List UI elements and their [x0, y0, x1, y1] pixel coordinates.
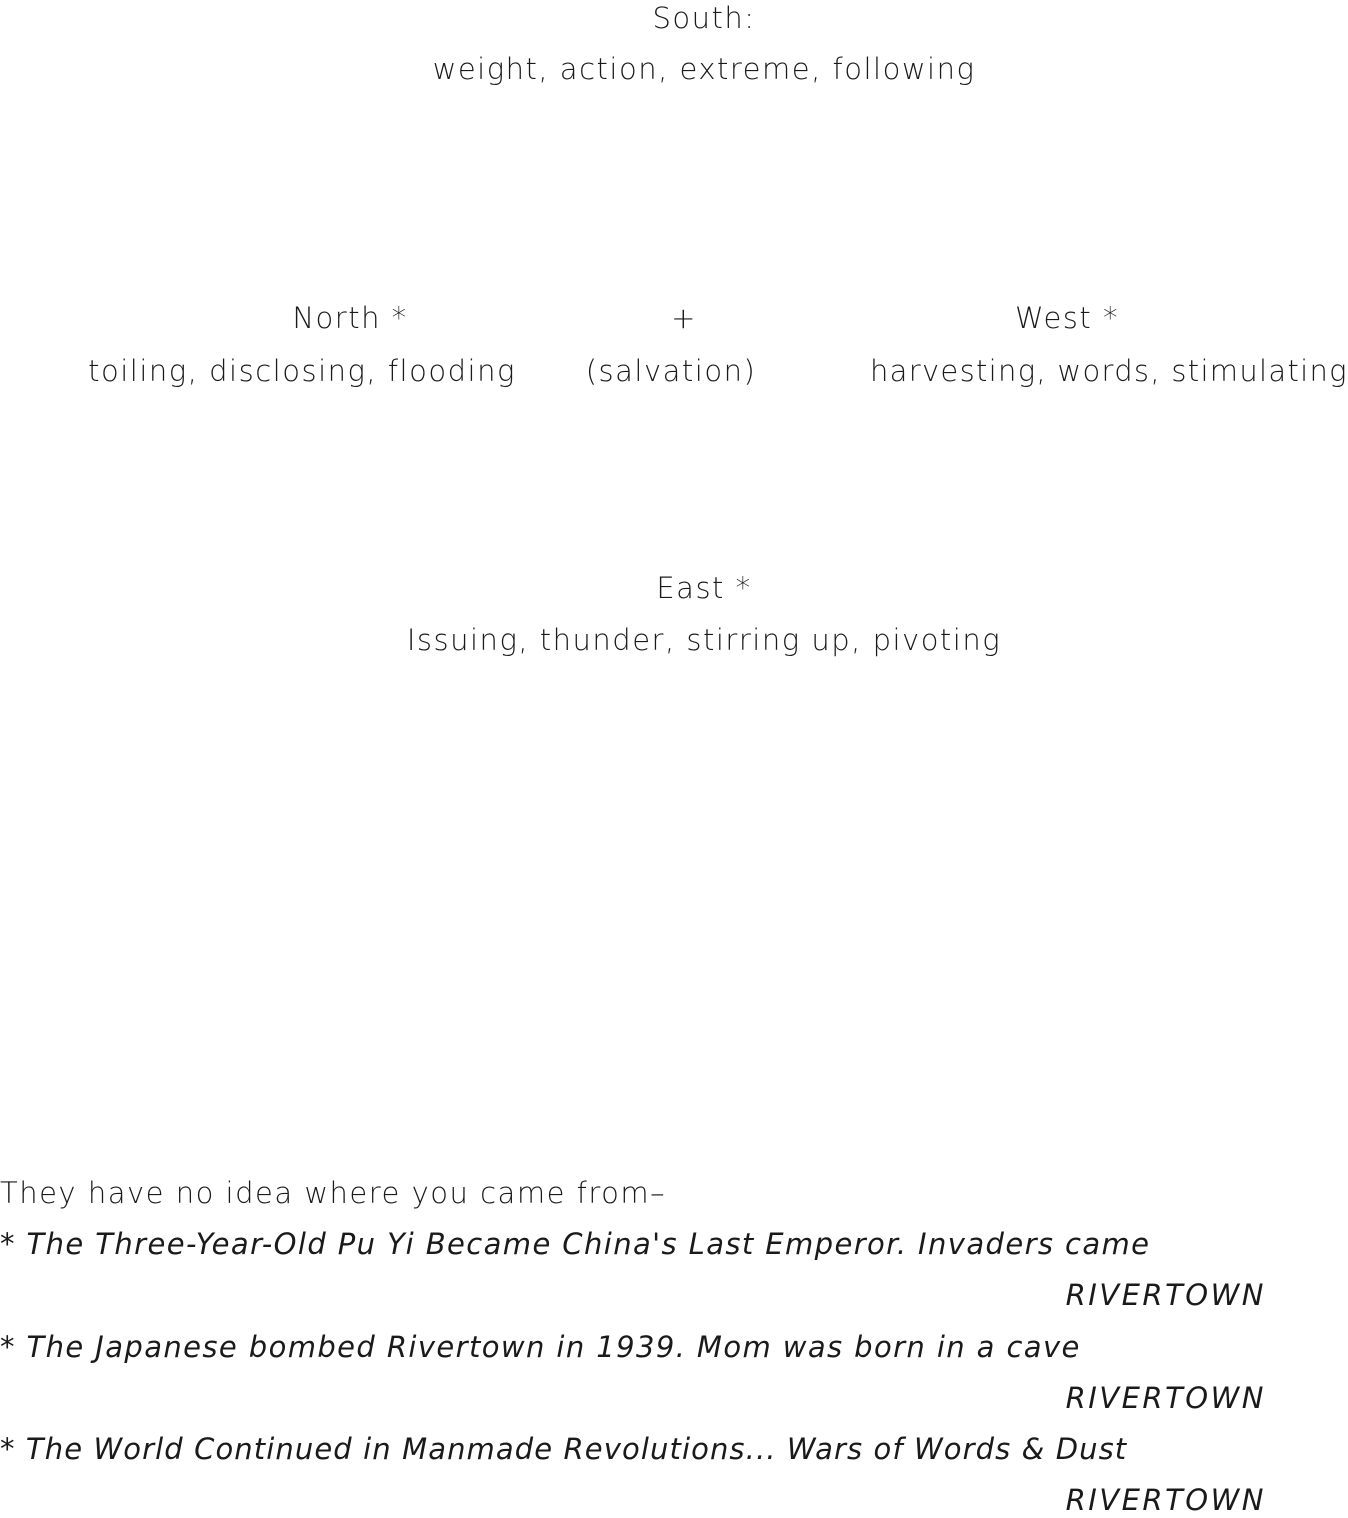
north-words: toiling, disclosing, flooding	[88, 354, 516, 388]
east-words: Issuing, thunder, stirring up, pivoting	[406, 623, 1002, 657]
center-salvation: (salvation)	[585, 354, 757, 388]
verse-line-2-tag: RIVERTOWN	[1065, 1381, 1266, 1415]
north-heading: North *	[292, 301, 408, 335]
verse-line-1-tag: RIVERTOWN	[1065, 1278, 1266, 1312]
west-heading: West *	[1014, 301, 1120, 335]
south-words: weight, action, extreme, following	[432, 52, 976, 86]
verse-line-1: * The Three-Year-Old Pu Yi Became China's Last Emperor. Invaders came	[0, 1227, 1151, 1261]
center-plus: +	[671, 301, 697, 335]
verse-intro: They have no idea where you came from–	[0, 1176, 667, 1210]
verse-line-2: * The Japanese bombed Rivertown in 1939. Mom was born in a cave	[0, 1330, 1081, 1364]
verse-line-3-tag: RIVERTOWN	[1065, 1483, 1266, 1517]
east-heading: East *	[656, 571, 752, 605]
south-heading: South:	[652, 1, 756, 35]
verse-line-3: * The World Continued in Manmade Revolutions... Wars of Words & Dust	[0, 1432, 1128, 1466]
west-words: harvesting, words, stimulating	[870, 354, 1348, 388]
